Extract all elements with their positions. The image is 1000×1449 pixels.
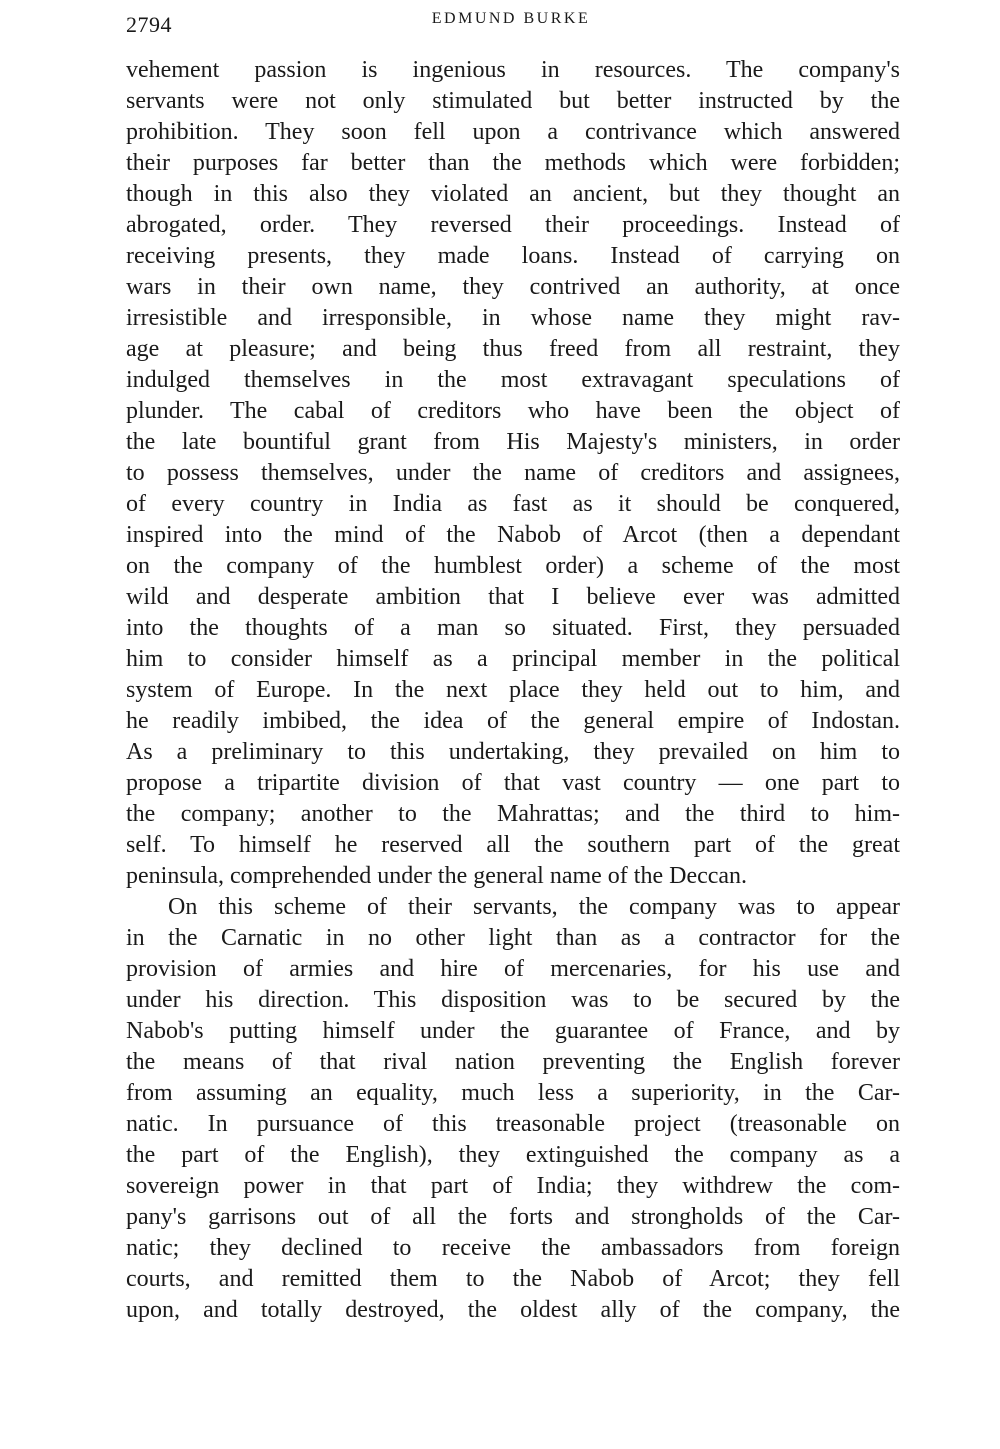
text-line: vehement passion is ingenious in resources. The company's xyxy=(126,57,900,83)
text-line: courts, and remitted them to the Nabob of Arcot; they fell xyxy=(126,1266,900,1292)
text-line: on the company of the humblest order) a scheme of the most xyxy=(126,553,900,579)
text-line: from assuming an equality, much less a superiority, in the Car- xyxy=(126,1080,900,1106)
text-line: prohibition. They soon fell upon a contrivance which answered xyxy=(126,119,900,145)
text-line: system of Europe. In the next place they held out to him, and xyxy=(126,677,900,703)
text-line: into the thoughts of a man so situated. First, they persuaded xyxy=(126,615,900,641)
running-head: EDMUND BURKE xyxy=(431,10,591,27)
text-line: the late bountiful grant from His Majesty's ministers, in order xyxy=(126,429,900,455)
text-line: their purposes far better than the methods which were forbidden; xyxy=(126,150,900,176)
text-line: irresistible and irresponsible, in whose name they might rav- xyxy=(126,305,900,331)
text-line: receiving presents, they made loans. Instead of carrying on xyxy=(126,243,900,269)
text-line: indulged themselves in the most extravagant speculations of xyxy=(126,367,900,393)
text-line: upon, and totally destroyed, the oldest ally of the company, the xyxy=(126,1297,900,1323)
text-line: plunder. The cabal of creditors who have been the object of xyxy=(126,398,900,424)
page-number: 2794 xyxy=(126,12,172,37)
text-line: age at pleasure; and being thus freed from all restraint, they xyxy=(126,336,900,362)
text-line: As a preliminary to this undertaking, they prevailed on him to xyxy=(126,739,900,765)
body-text xyxy=(126,55,900,1326)
paragraph-first-line: On this scheme of their servants, the company was to appear xyxy=(168,894,900,920)
text-line: provision of armies and hire of mercenaries, for his use and xyxy=(126,956,900,982)
text-line: inspired into the mind of the Nabob of Arcot (then a dependant xyxy=(126,522,900,548)
text-line: the means of that rival nation preventing the English forever xyxy=(126,1049,900,1075)
text-line: though in this also they violated an ancient, but they thought an xyxy=(126,181,900,207)
text-line: wars in their own name, they contrived an authority, at once xyxy=(126,274,900,300)
text-line: abrogated, order. They reversed their proceedings. Instead of xyxy=(126,212,900,238)
text-line: sovereign power in that part of India; they withdrew the com- xyxy=(126,1173,900,1199)
text-line: propose a tripartite division of that vast country — one part to xyxy=(126,770,900,796)
text-line: self. To himself he reserved all the southern part of the great xyxy=(126,832,900,858)
text-line: under his direction. This disposition was to be secured by the xyxy=(126,987,900,1013)
text-line: natic; they declined to receive the ambassadors from foreign xyxy=(126,1235,900,1261)
text-line: of every country in India as fast as it should be conquered, xyxy=(126,491,900,517)
text-line: in the Carnatic in no other light than as a contractor for the xyxy=(126,925,900,951)
paragraph-last-line: peninsula, comprehended under the general name of the Deccan. xyxy=(126,863,748,889)
text-line: to possess themselves, under the name of creditors and assignees, xyxy=(126,460,900,486)
text-line: pany's garrisons out of all the forts and strongholds of the Car- xyxy=(126,1204,900,1230)
text-line: wild and desperate ambition that I believe ever was admitted xyxy=(126,584,900,610)
text-line: Nabob's putting himself under the guarantee of France, and by xyxy=(126,1018,900,1044)
text-line: servants were not only stimulated but better instructed by the xyxy=(126,88,900,114)
text-line: the part of the English), they extinguished the company as a xyxy=(126,1142,900,1168)
text-line: he readily imbibed, the idea of the general empire of Indostan. xyxy=(126,708,900,734)
text-line: natic. In pursuance of this treasonable project (treasonable on xyxy=(126,1111,900,1137)
text-line: him to consider himself as a principal member in the political xyxy=(126,646,900,672)
text-line: the company; another to the Mahrattas; and the third to him- xyxy=(126,801,900,827)
